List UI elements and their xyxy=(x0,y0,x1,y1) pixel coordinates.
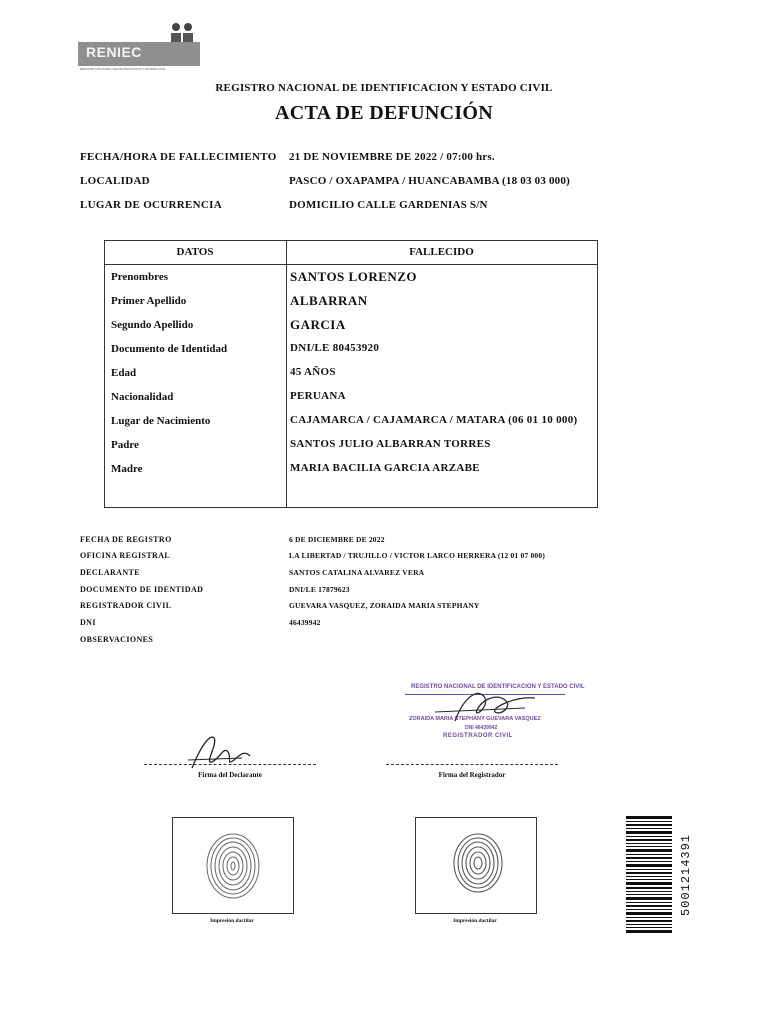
row-value-segundo-apellido: GARCIA xyxy=(290,317,346,332)
fingerprint-box-left xyxy=(172,817,294,914)
registrador-signature-line xyxy=(386,764,558,765)
reg-value-oficina: LA LIBERTAD / TRUJILLO / VICTOR LARCO HERRERA (12 01 07 000) xyxy=(289,551,546,560)
column-header-datos: DATOS xyxy=(176,246,214,258)
fingerprint-caption-right: Impresión dactilar xyxy=(453,918,497,924)
fecha-value: 21 DE NOVIEMBRE DE 2022 / 07:00 hrs. xyxy=(289,151,495,163)
logo-text: RENIEC xyxy=(86,44,142,60)
barcode-number: 5001214391 xyxy=(679,834,693,917)
lugar-value: DOMICILIO CALLE GARDENIAS S/N xyxy=(289,199,488,211)
fingerprint-box-right xyxy=(415,817,537,914)
declarante-signature-line xyxy=(144,764,316,765)
registrar-stamp xyxy=(405,682,585,742)
fecha-label: FECHA/HORA DE FALLECIMIENTO xyxy=(80,151,277,163)
lugar-label: LUGAR DE OCURRENCIA xyxy=(80,199,222,211)
stamp-line-registry: REGISTRO NACIONAL DE IDENTIFICACION Y ESTADO CIVIL xyxy=(411,684,585,690)
reg-value-documento: DNI/LE 17879623 xyxy=(289,585,350,594)
row-label-padre: Padre xyxy=(111,439,139,451)
table-column-divider xyxy=(286,240,287,507)
row-label-lugar-nacimiento: Lugar de Nacimiento xyxy=(111,415,211,427)
reg-label-oficina: OFICINA REGISTRAL xyxy=(80,551,171,560)
registrar-signature-icon xyxy=(425,686,545,728)
reg-label-declarante: DECLARANTE xyxy=(80,568,141,577)
row-value-nacionalidad: PERUANA xyxy=(290,390,346,402)
stamp-line-name: ZORAIDA MARIA STEPHANY GUEVARA VASQUEZ xyxy=(409,716,541,722)
reg-value-registrador: GUEVARA VASQUEZ, ZORAIDA MARIA STEPHANY xyxy=(289,601,480,610)
row-label-segundo-apellido: Segundo Apellido xyxy=(111,319,194,331)
table-header-divider xyxy=(104,264,597,265)
reg-label-documento: DOCUMENTO DE IDENTIDAD xyxy=(80,585,204,594)
reg-label-fecha: FECHA DE REGISTRO xyxy=(80,535,172,544)
fingerprint-icon xyxy=(201,830,265,902)
row-value-lugar-nacimiento: CAJAMARCA / CAJAMARCA / MATARA (06 01 10 000) xyxy=(290,414,578,426)
document-title: ACTA DE DEFUNCIÓN xyxy=(274,102,494,124)
localidad-label: LOCALIDAD xyxy=(80,175,150,187)
logo-subtitle: REGISTRO NACIONAL DE IDENTIFICACION Y ESTADO CIVIL xyxy=(80,67,166,71)
row-label-primer-apellido: Primer Apellido xyxy=(111,295,187,307)
stamp-line-dni: DNI 46439942 xyxy=(465,725,498,731)
row-value-documento: DNI/LE 80453920 xyxy=(290,342,380,354)
registry-name: REGISTRO NACIONAL DE IDENTIFICACION Y ESTADO CIVIL xyxy=(215,82,553,94)
reg-label-dni: DNI xyxy=(80,618,96,627)
reg-label-observaciones: OBSERVACIONES xyxy=(80,635,154,644)
stamp-line-title: REGISTRADOR CIVIL xyxy=(443,733,513,739)
row-value-prenombres: SANTOS LORENZO xyxy=(290,269,418,284)
fingerprint-caption-left: Impresión dactilar xyxy=(210,918,254,924)
barcode-icon xyxy=(626,816,672,934)
reg-value-fecha: 6 DE DICIEMBRE DE 2022 xyxy=(289,535,385,544)
row-label-madre: Madre xyxy=(111,463,143,475)
row-label-documento: Documento de Identidad xyxy=(111,343,228,355)
row-value-edad: 45 AÑOS xyxy=(290,366,336,378)
row-value-primer-apellido: ALBARRAN xyxy=(290,293,368,308)
declarante-signature-caption: Firma del Declarante xyxy=(198,771,262,779)
reg-label-registrador: REGISTRADOR CIVIL xyxy=(80,601,172,610)
reg-value-dni: 46439942 xyxy=(289,618,321,627)
row-value-madre: MARIA BACILIA GARCIA ARZABE xyxy=(290,462,480,474)
reg-value-declarante: SANTOS CATALINA ALVAREZ VERA xyxy=(289,568,425,577)
row-value-padre: SANTOS JULIO ALBARRAN TORRES xyxy=(290,438,491,450)
row-label-edad: Edad xyxy=(111,367,137,379)
barcode-number-wrap xyxy=(679,828,693,922)
fingerprint-icon xyxy=(448,830,508,896)
registrador-signature-caption: Firma del Registrador xyxy=(438,771,506,779)
row-label-nacionalidad: Nacionalidad xyxy=(111,391,174,403)
column-header-fallecido: FALLECIDO xyxy=(409,246,474,258)
row-label-prenombres: Prenombres xyxy=(111,271,169,283)
reniec-logo xyxy=(78,20,198,70)
localidad-value: PASCO / OXAPAMPA / HUANCABAMBA (18 03 03 000) xyxy=(289,175,570,187)
